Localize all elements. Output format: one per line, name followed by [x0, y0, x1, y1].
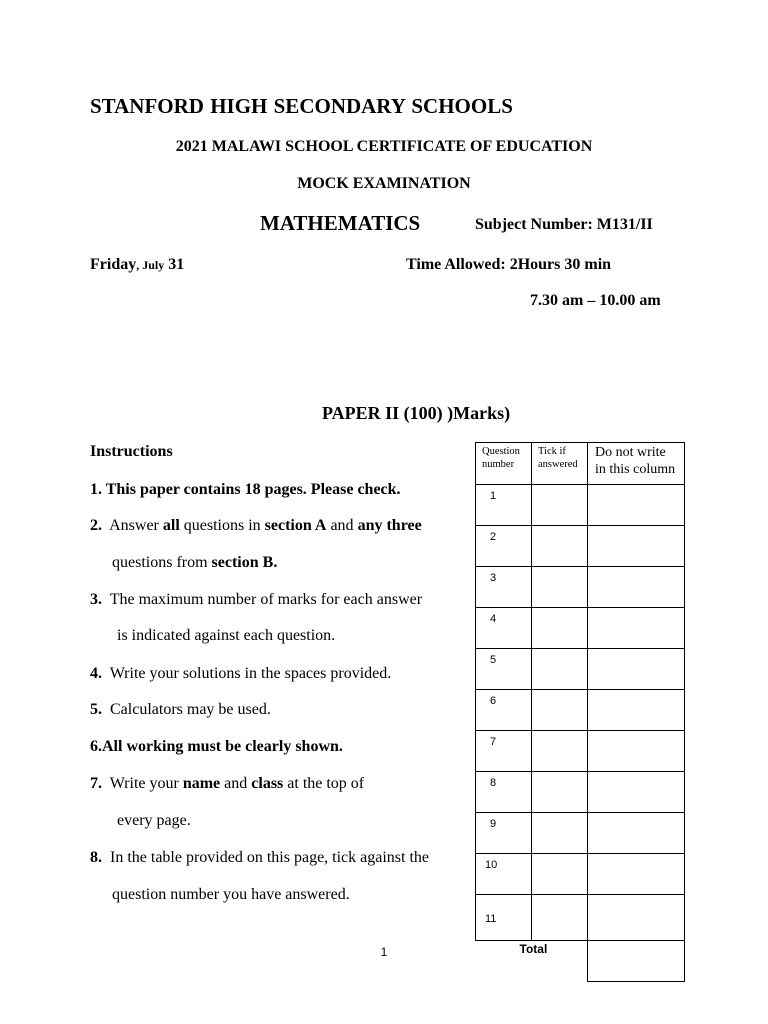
table-row	[476, 567, 685, 608]
header-do-not-write-line1: Do not write	[595, 445, 666, 460]
instruction-8-text: In the table provided on this page, tick against the	[102, 849, 430, 866]
exam-hours: 7.30 am – 10.00 am	[530, 292, 661, 309]
instruction-8-number: 8.	[90, 849, 102, 866]
examiner-cell	[588, 895, 685, 941]
tick-cell[interactable]	[532, 608, 588, 649]
date-month: , July	[136, 258, 165, 272]
question-number: 5	[490, 654, 497, 666]
question-number-cell	[476, 731, 532, 772]
question-number: 8	[490, 777, 497, 789]
exam-date	[90, 256, 184, 274]
subject-number: Subject Number: M131/II	[475, 216, 653, 233]
question-number: 10	[485, 859, 498, 871]
instruction-3-text: The maximum number of marks for each answer	[102, 591, 423, 608]
table-row	[476, 854, 685, 895]
question-number: 7	[490, 736, 497, 748]
instruction-2-section-a: section A	[264, 517, 327, 534]
tick-cell[interactable]	[532, 690, 588, 731]
examiner-cell	[588, 731, 685, 772]
total-label: Total	[519, 942, 548, 956]
instruction-7-name: name	[182, 775, 221, 792]
instruction-3-number: 3.	[90, 591, 102, 608]
question-number: 4	[490, 613, 497, 625]
examiner-cell	[588, 526, 685, 567]
instruction-7-class: class	[251, 775, 284, 792]
question-number-cell	[476, 895, 532, 941]
question-number: 2	[490, 531, 497, 543]
tick-cell[interactable]	[532, 731, 588, 772]
table-row	[476, 526, 685, 567]
paper-title: PAPER II (100) )Marks)	[322, 403, 511, 423]
instruction-3	[90, 591, 422, 609]
instruction-4	[90, 665, 391, 683]
examiner-cell	[588, 567, 685, 608]
instruction-2-section-b: section B.	[211, 554, 278, 571]
question-number-cell	[476, 854, 532, 895]
table-row	[476, 772, 685, 813]
instruction-7-text-a: Write your	[102, 775, 183, 792]
instruction-7	[90, 775, 364, 793]
instruction-7-text-e: at the top of	[283, 775, 365, 792]
instructions-heading: Instructions	[90, 443, 173, 460]
instruction-2-number: 2.	[90, 517, 102, 534]
examiner-cell	[588, 690, 685, 731]
table-row	[476, 731, 685, 772]
date-number: 31	[164, 256, 185, 273]
header-tick-line2: answered	[538, 459, 578, 470]
tick-cell[interactable]	[532, 895, 588, 941]
page-number: 1	[380, 945, 388, 959]
examiner-cell	[588, 854, 685, 895]
instruction-2-text-g: questions from	[112, 554, 212, 571]
instruction-1: 1. This paper contains 18 pages. Please check.	[90, 481, 401, 498]
table-row	[476, 690, 685, 731]
tick-cell[interactable]	[532, 649, 588, 690]
table-header-row	[476, 443, 685, 485]
header-tick-line1: Tick if	[538, 446, 566, 457]
instruction-4-number: 4.	[90, 665, 102, 682]
tick-cell[interactable]	[532, 813, 588, 854]
examiner-cell	[588, 813, 685, 854]
instruction-8	[90, 849, 429, 867]
question-number: 6	[490, 695, 497, 707]
question-number-cell	[476, 690, 532, 731]
question-number-cell	[476, 526, 532, 567]
question-number-cell	[476, 485, 532, 526]
header-question-line1: Question	[482, 446, 520, 457]
instruction-2-continued	[112, 554, 277, 572]
instruction-4-text: Write your solutions in the spaces provided.	[102, 665, 392, 682]
table-row	[476, 485, 685, 526]
instruction-5-number: 5.	[90, 701, 102, 718]
question-tick-table	[475, 442, 685, 982]
instruction-7-text-c: and	[220, 775, 252, 792]
subject-title: MATHEMATICS	[260, 211, 421, 235]
instruction-8-continued: question number you have answered.	[112, 886, 350, 903]
instruction-2-text-c: questions in	[179, 517, 265, 534]
header-tick-if-answered	[532, 443, 588, 485]
tick-cell[interactable]	[532, 485, 588, 526]
instruction-5	[90, 701, 271, 719]
question-number-cell	[476, 772, 532, 813]
date-day: Friday	[90, 256, 137, 273]
question-number: 11	[485, 913, 497, 925]
question-number-cell	[476, 608, 532, 649]
examiner-cell	[588, 772, 685, 813]
header-do-not-write-line2: in this column	[595, 462, 676, 477]
header-question-line2: number	[482, 459, 515, 470]
header-question-number	[476, 443, 532, 485]
instruction-2-text-e: and	[326, 517, 358, 534]
tick-cell[interactable]	[532, 854, 588, 895]
instruction-5-text: Calculators may be used.	[102, 701, 271, 718]
table-row	[476, 649, 685, 690]
instruction-7-number: 7.	[90, 775, 102, 792]
exam-title: MOCK EXAMINATION	[297, 175, 471, 192]
time-allowed: Time Allowed: 2Hours 30 min	[406, 256, 612, 273]
question-number: 3	[490, 572, 497, 584]
question-number: 9	[490, 818, 497, 830]
instruction-2-text-a: Answer	[102, 517, 163, 534]
school-name: STANFORD HIGH SECONDARY SCHOOLS	[90, 94, 513, 118]
table-row	[476, 895, 685, 941]
table-row	[476, 608, 685, 649]
examiner-cell	[588, 485, 685, 526]
tick-cell[interactable]	[532, 526, 588, 567]
instruction-2	[90, 517, 422, 535]
instruction-7-continued: every page.	[117, 812, 191, 829]
instruction-3-continued: is indicated against each question.	[117, 627, 336, 644]
header-do-not-write	[588, 443, 685, 485]
tick-cell[interactable]	[532, 772, 588, 813]
examiner-cell	[588, 649, 685, 690]
question-number-cell	[476, 649, 532, 690]
tick-cell[interactable]	[532, 567, 588, 608]
question-number-cell	[476, 813, 532, 854]
table-row	[476, 813, 685, 854]
instruction-2-all: all	[162, 517, 180, 534]
certificate-title: 2021 MALAWI SCHOOL CERTIFICATE OF EDUCATION	[175, 138, 593, 155]
instruction-2-any-three: any three	[357, 517, 422, 534]
instruction-6: 6.All working must be clearly shown.	[90, 738, 343, 755]
examiner-cell	[588, 608, 685, 649]
question-number: 1	[490, 490, 497, 502]
question-number-cell	[476, 567, 532, 608]
